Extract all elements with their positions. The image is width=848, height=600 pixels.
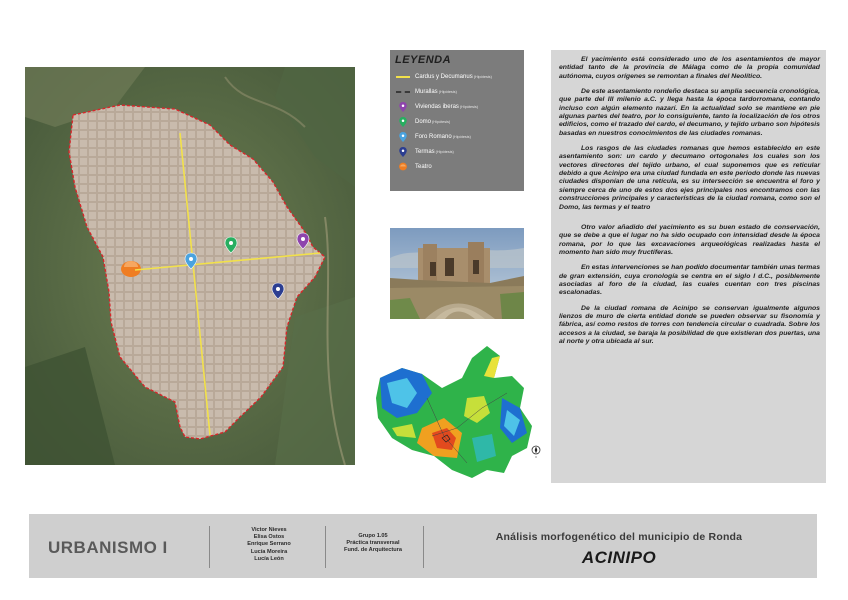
legend-title: LEYENDA xyxy=(395,54,452,66)
group-info xyxy=(327,533,419,555)
paragraph-chronology: De este asentamiento rondeño destaca su amplia secuencia cronológica, que parte del III milenio a.C. y llega hasta la época tardorromana, contando incluso con algún elemento nazarí. En la actualidad solo se mantiene en pie algunas partes del teatro, por lo consiguiente, tanto la localización de los otros edificios, como el trazado del cardo, el decumano, y tejido urbano son hipótesis basadas en nuestros conocimientos de las ciudades romanas. xyxy=(559,88,820,137)
paragraph-termas: En estas intervenciones se han podido documentar también unas termas de gran extensión, cuya cronología se centra en el siglo I d.C., posiblemente asociadas al foro de la ciudad, las cuales cuentan con tres piscinas escalonadas. xyxy=(559,264,820,297)
navy-pin-icon xyxy=(395,147,411,157)
yellow-line-icon xyxy=(395,72,411,82)
blue-pin-icon xyxy=(395,132,411,142)
group-line: Práctica transversal xyxy=(346,540,400,547)
legend-note: (Hipótesis) xyxy=(452,134,471,139)
legend-item-termas xyxy=(395,144,519,159)
legend-item-murallas xyxy=(395,84,519,99)
authors-list xyxy=(219,527,319,563)
legend-item-viviendas xyxy=(395,99,519,114)
legend-label: Domo xyxy=(415,118,432,125)
purple-pin-icon xyxy=(395,102,411,112)
aerial-site-map xyxy=(25,67,355,465)
author-name: Elisa Ostos xyxy=(253,534,285,541)
paragraph-origin: El yacimiento está considerado uno de los asentamientos de mayor entidad tanto de la provincia de Málaga como de la propia comunidad autónoma, cuyos orígenes se remontan a finales del Neolítico. xyxy=(559,56,820,80)
paragraph-walls: De la ciudad romana de Acinipo se conservan igualmente algunos lienzos de muro de cierta entidad donde se pueden observar su fisonomía y fábrica, así como restos de torres con tendencia circular o cuadrada. Sobre los accesos a la ciudad, se baraja la posibilidad de que existieran dos puertas, una al norte y otra ubicada al sur. xyxy=(559,304,820,345)
legend-item-foro xyxy=(395,129,519,144)
north-arrow-icon xyxy=(531,445,541,459)
relief-map xyxy=(372,338,542,488)
green-pin-icon xyxy=(395,117,411,127)
project-subtitle: Análisis morfogenético del municipio de Ronda xyxy=(495,531,743,543)
legend-label: Termas xyxy=(415,148,435,155)
paragraph-roman-features: Los rasgos de las ciudades romanas que hemos establecido en este asentamiento son: un cardo y decumano ortogonales los cuales son los vectores directores del tejido urbano, el cual suponemos que es reticular debido a que Acinipo era una ciudad fundada en este periodo donde las nuevas ciudades disponían de una retícula, es su intersección se encuentra el foro y siempre cerca de uno de estos dos ejes principales nos encontramos con las construcciones principales y características de la ciudad romana, como son el Domo, las termas y el teatro xyxy=(559,145,820,211)
legend-item-cardus xyxy=(395,69,519,84)
author-name: Lucía León xyxy=(254,555,284,562)
legend-note: (Hipótesis) xyxy=(473,74,492,79)
legend-item-teatro xyxy=(395,159,519,174)
legend-item-domo xyxy=(395,114,519,129)
group-line: Fund. de Arquitectura xyxy=(344,547,402,554)
project-title: ACINIPO xyxy=(581,548,657,567)
legend-label: Teatro xyxy=(415,163,432,170)
description-panel xyxy=(551,50,826,483)
teatro-icon xyxy=(395,162,411,172)
legend-label: Foro Romano xyxy=(415,133,452,140)
site-plan-svg xyxy=(25,67,355,465)
paragraph-conservation: Otro valor añadido del yacimiento es su buen estado de conservación, que se debe a que el lugar no ha sido ocupado con intensidad desde la época romana, por lo que las excavaciones arqueológicas realizadas hasta el momento han sido muy fructíferas. xyxy=(559,223,820,256)
legend-note: (Hipótesis) xyxy=(435,149,454,154)
theatre-photo xyxy=(390,228,524,319)
legend-label: Murallas xyxy=(415,88,438,95)
author-name: Victor Nieves xyxy=(251,527,287,533)
group-line: Grupo 1.05 xyxy=(358,533,388,539)
author-name: Enrique Serrano xyxy=(247,541,291,548)
course-title: URBANISMO I xyxy=(48,538,168,557)
divider xyxy=(209,526,210,568)
legend-note: (Hipótesis) xyxy=(438,89,457,94)
legend-label: Viviendas iberas xyxy=(415,103,459,110)
dashed-line-icon xyxy=(395,87,411,97)
divider xyxy=(423,526,424,568)
divider xyxy=(325,526,326,568)
legend-panel xyxy=(390,50,524,191)
legend-label: Cardus y Decumanus xyxy=(415,73,473,80)
legend-note: (Hipótesis) xyxy=(459,104,479,109)
legend-note: (Hipótesis) xyxy=(432,119,451,124)
footer-bar xyxy=(29,514,817,578)
author-name: Lucía Moreira xyxy=(250,548,288,555)
